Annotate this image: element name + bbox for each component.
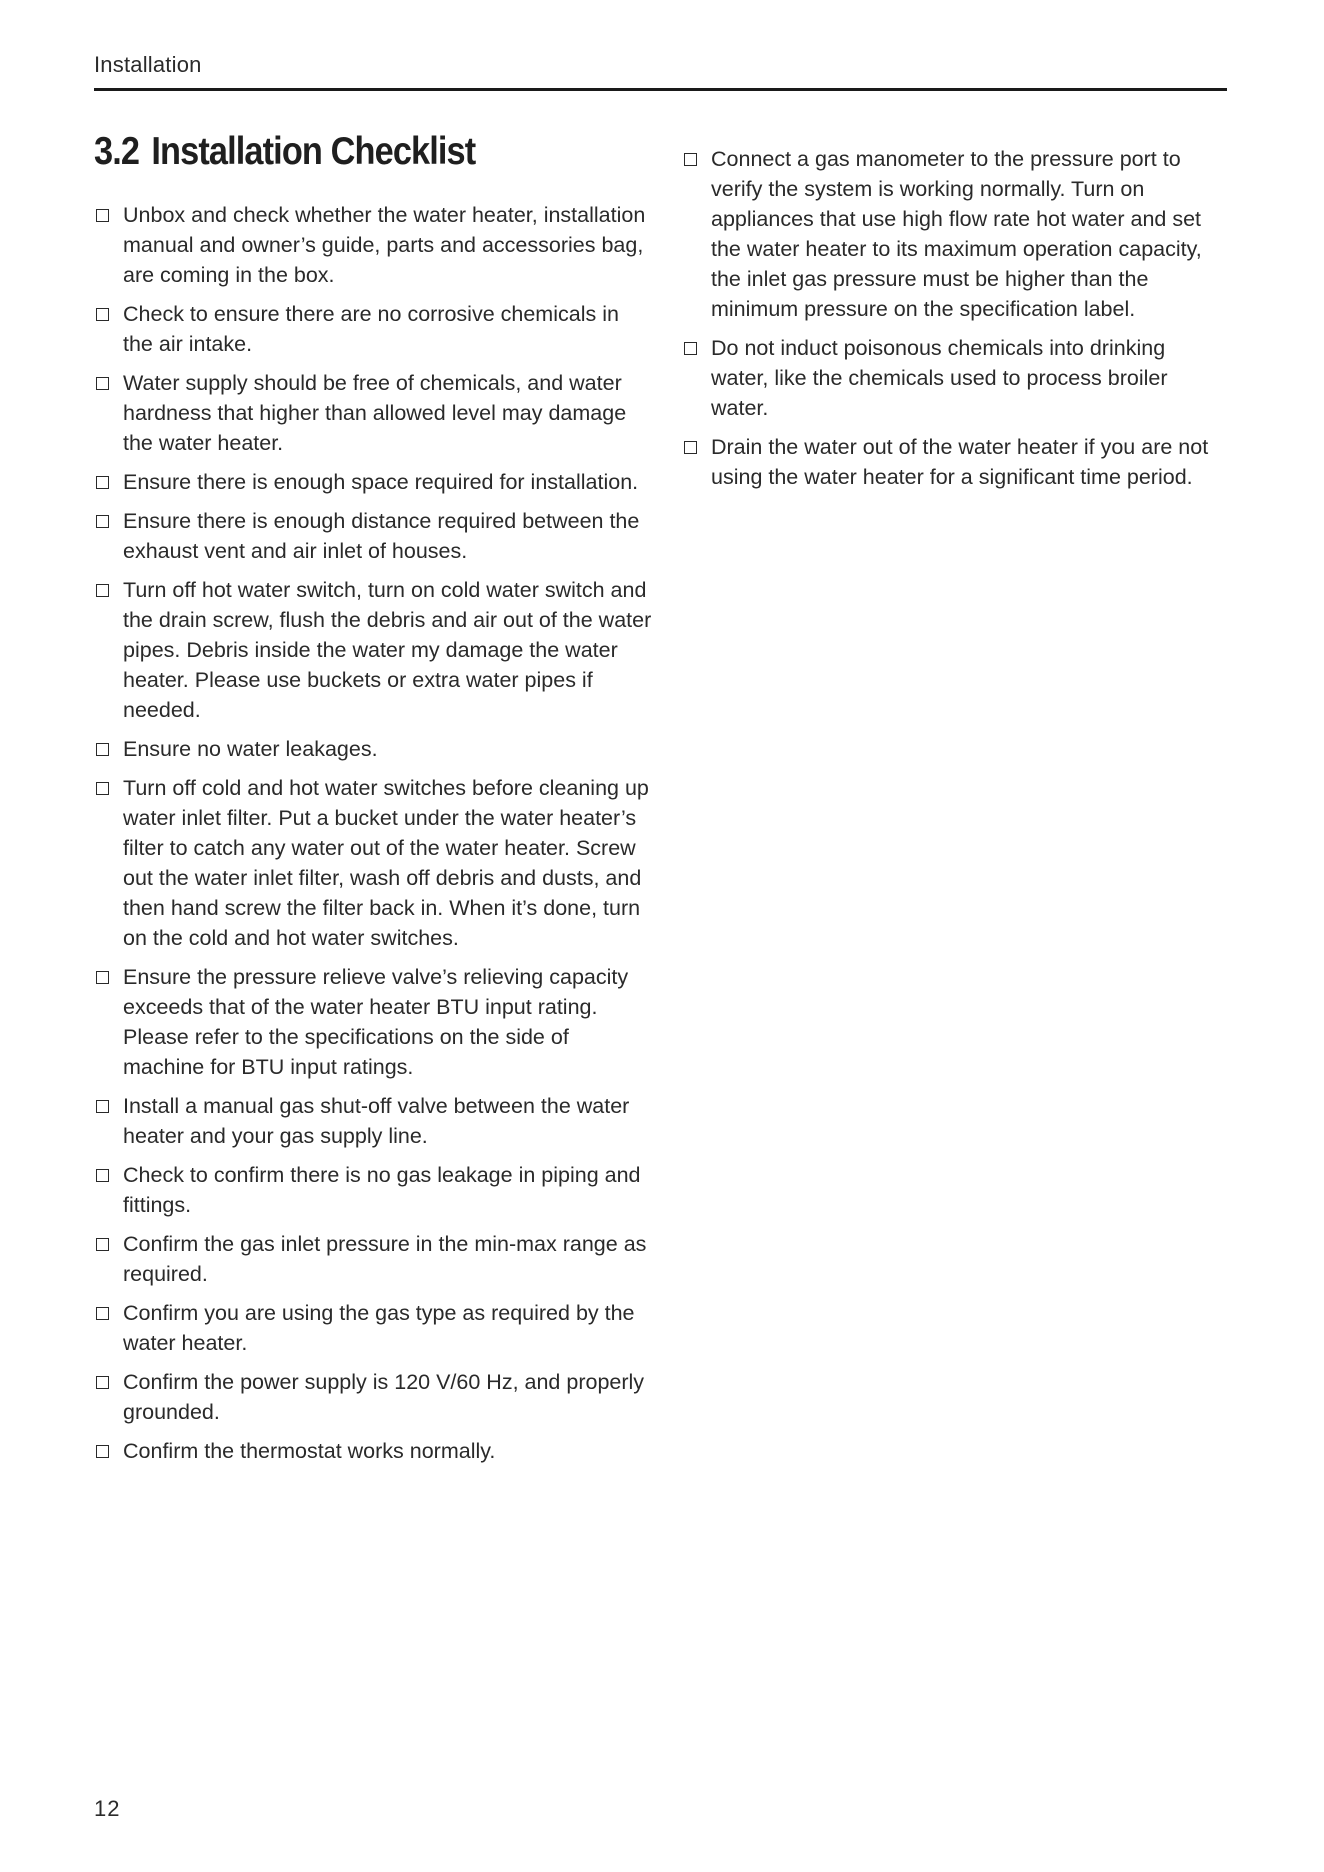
checklist-item (94, 1091, 654, 1151)
checkbox-icon[interactable] (96, 308, 109, 321)
checklist-item-text: Unbox and check whether the water heater, installation manual and owner’s guide, parts and accessories bag, are coming in the box. (123, 203, 646, 287)
checklist-item-text: Connect a gas manometer to the pressure port to verify the system is working normally. Turn on appliances that use high flow rate hot water and set the water heater to its maximum operation capacity, the inlet gas pressure must be higher than the minimum pressure on the specification label. (711, 147, 1202, 321)
section-number: 3.2 (94, 130, 140, 173)
checkbox-icon[interactable] (684, 342, 697, 355)
checklist-item-text: Drain the water out of the water heater if you are not using the water heater for a significant time period. (711, 435, 1209, 489)
checklist-item (94, 1436, 654, 1466)
checkbox-icon[interactable] (96, 1100, 109, 1113)
checklist-left (94, 200, 654, 1466)
checklist-item-text: Ensure there is enough space required for installation. (123, 470, 639, 494)
checkbox-icon[interactable] (96, 782, 109, 795)
checkbox-icon[interactable] (96, 1376, 109, 1389)
checklist-item (94, 467, 654, 497)
checklist-item-text: Do not induct poisonous chemicals into drinking water, like the chemicals used to process broiler water. (711, 336, 1168, 420)
checklist-item (94, 734, 654, 764)
checklist-item (94, 1229, 654, 1289)
checklist-item (682, 144, 1227, 324)
checklist-item-text: Confirm the thermostat works normally. (123, 1439, 496, 1463)
checklist-item (94, 575, 654, 725)
checkbox-icon[interactable] (96, 1445, 109, 1458)
checklist-item (94, 1367, 654, 1427)
page-header (94, 50, 1227, 91)
checklist-item-text: Water supply should be free of chemicals, and water hardness that higher than allowed level may damage the water heater. (123, 371, 627, 455)
checklist-right (682, 144, 1227, 492)
checklist-item-text: Ensure no water leakages. (123, 737, 378, 761)
section-title-text: Installation Checklist (151, 130, 476, 173)
checklist-item (682, 333, 1227, 423)
checkbox-icon[interactable] (96, 1307, 109, 1320)
checklist-item (94, 1160, 654, 1220)
checkbox-icon[interactable] (96, 1238, 109, 1251)
left-column (94, 130, 654, 1475)
checklist-item-text: Check to ensure there are no corrosive chemicals in the air intake. (123, 302, 619, 356)
checklist-item (682, 432, 1227, 492)
checkbox-icon[interactable] (684, 153, 697, 166)
checklist-item (94, 773, 654, 953)
checklist-item-text: Ensure the pressure relieve valve’s relieving capacity exceeds that of the water heater BTU input rating. Please refer to the specifications on the side of machine for BTU input ratings. (123, 965, 629, 1079)
checklist-item-text: Install a manual gas shut-off valve between the water heater and your gas supply line. (123, 1094, 630, 1148)
checklist-item-text: Turn off hot water switch, turn on cold water switch and the drain screw, flush the debris and air out of the water pipes. Debris inside the water my damage the water heater. Please use buckets or extra water pipes if needed. (123, 578, 652, 722)
checkbox-icon[interactable] (96, 476, 109, 489)
checklist-item-text: Confirm you are using the gas type as required by the water heater. (123, 1301, 635, 1355)
checklist-item (94, 368, 654, 458)
checkbox-icon[interactable] (684, 441, 697, 454)
checkbox-icon[interactable] (96, 971, 109, 984)
checklist-item-text: Confirm the power supply is 120 V/60 Hz, and properly grounded. (123, 1370, 645, 1424)
checklist-item (94, 1298, 654, 1358)
header-title: Installation (94, 52, 202, 77)
checklist-item (94, 506, 654, 566)
right-column (682, 144, 1227, 501)
checklist-item-text: Ensure there is enough distance required between the exhaust vent and air inlet of houses. (123, 509, 640, 563)
checklist-item-text: Check to confirm there is no gas leakage in piping and fittings. (123, 1163, 641, 1217)
checkbox-icon[interactable] (96, 515, 109, 528)
checklist-item-text: Turn off cold and hot water switches before cleaning up water inlet filter. Put a bucket under the water heater’s filter to catch any water out of the water heater. Screw out the water inlet filter, wash off debris and dusts, and then hand screw the filter back in. When it’s done, turn on the cold and hot water switches. (123, 776, 649, 950)
checkbox-icon[interactable] (96, 209, 109, 222)
checklist-item (94, 962, 654, 1082)
checklist-item-text: Confirm the gas inlet pressure in the min-max range as required. (123, 1232, 647, 1286)
checkbox-icon[interactable] (96, 1169, 109, 1182)
page-number: 12 (94, 1796, 121, 1821)
checkbox-icon[interactable] (96, 584, 109, 597)
checkbox-icon[interactable] (96, 377, 109, 390)
section-title (94, 130, 587, 174)
checklist-item (94, 299, 654, 359)
checkbox-icon[interactable] (96, 743, 109, 756)
checklist-item (94, 200, 654, 290)
